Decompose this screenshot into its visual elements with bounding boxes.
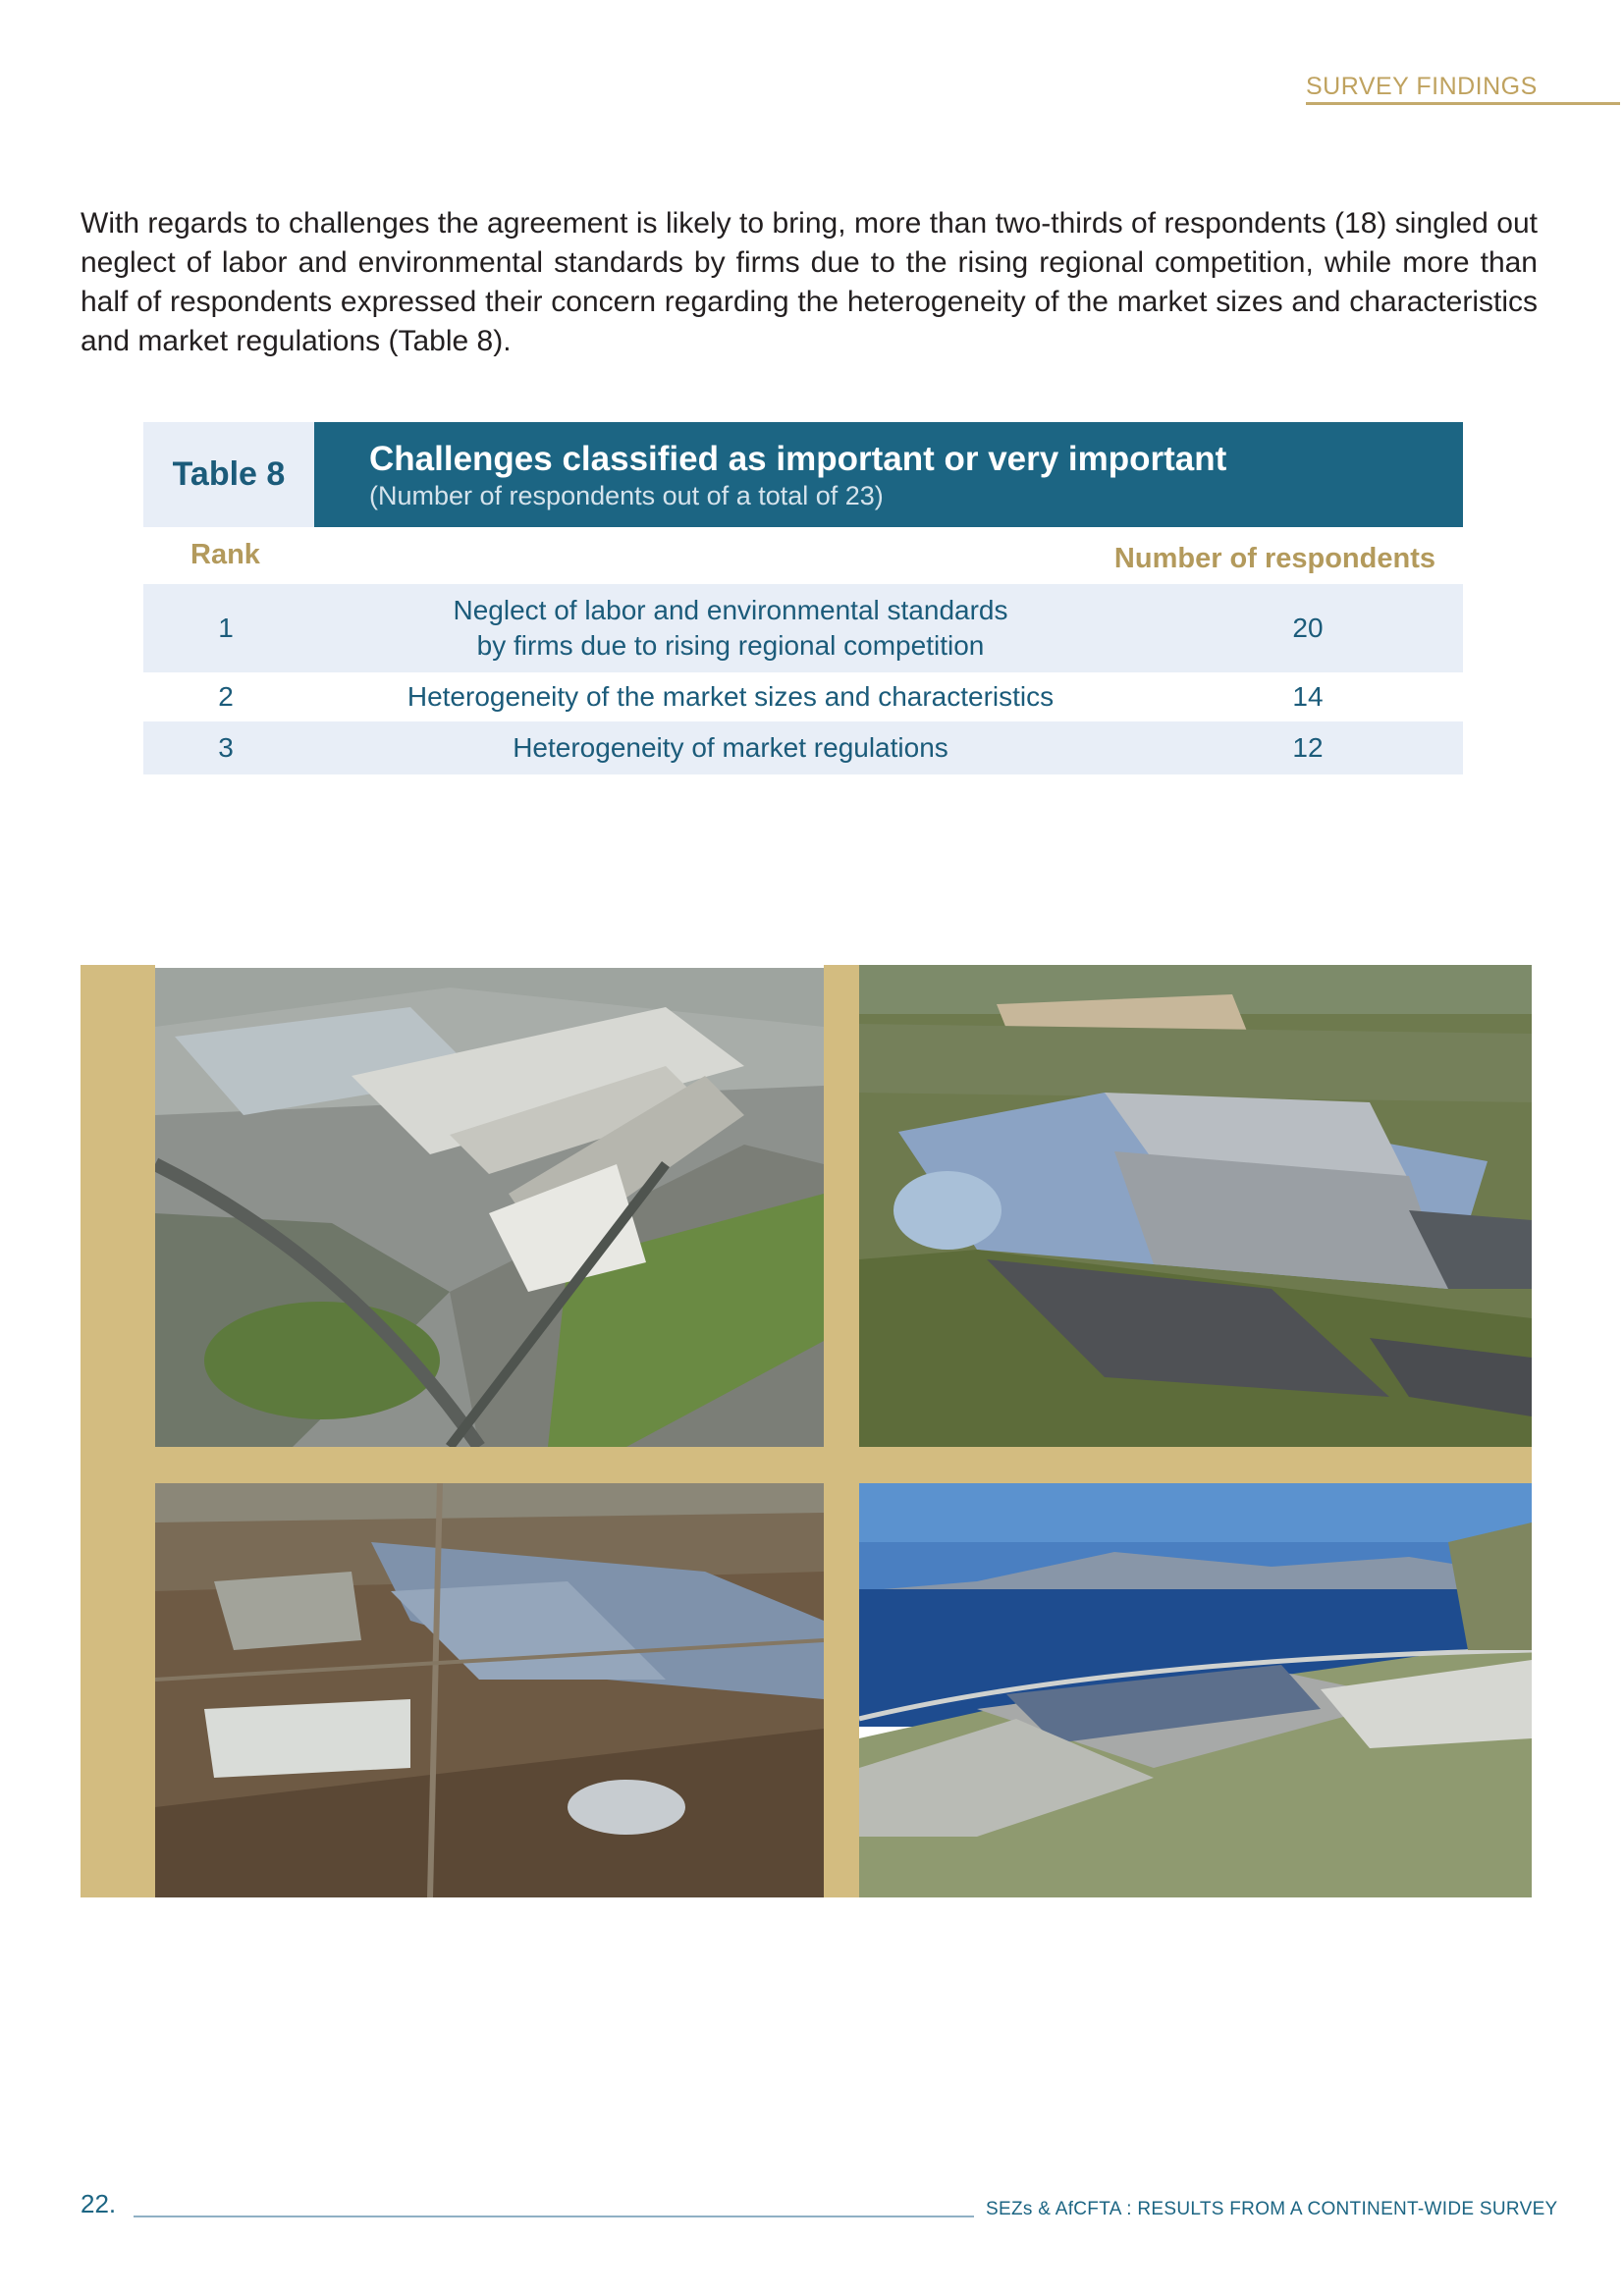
table-title: Challenges classified as important or very important [369, 439, 1227, 478]
table-title-box [314, 422, 1463, 527]
section-title: SURVEY FINDINGS [1306, 73, 1538, 100]
table-label: Table 8 [143, 422, 314, 527]
photo-collage [81, 965, 1532, 1897]
column-header-respondents: Number of respondents [1113, 543, 1435, 574]
row-description: Heterogeneity of market regulations [513, 732, 948, 763]
row-rank: 1 [218, 613, 234, 643]
row-description-line: Neglect of labor and environmental standards [453, 595, 1008, 625]
table-subtitle: (Number of respondents out of a total of 23) [369, 480, 884, 510]
column-header-rank: Rank [190, 539, 260, 570]
page-number: 22. [81, 2189, 117, 2218]
row-respondents: 14 [1292, 681, 1324, 712]
table-row [143, 672, 1463, 721]
table-row [143, 721, 1463, 774]
aerial-industrial-building-photo [859, 965, 1532, 1447]
decorative-gold-strip [81, 965, 155, 1897]
row-description [308, 593, 1153, 664]
intro-paragraph: With regards to challenges the agreement is likely to bring, more than two-thirds of respondents (18) singled out neglect of labor and environmental standards by firms due to the rising regional competition, while more than half of respondents expressed their concern regarding the heterogeneity of the market sizes and characteristics and market regulations (Table 8). [81, 207, 1538, 357]
table-row [143, 584, 1463, 672]
row-description-line: by firms due to rising regional competition [476, 630, 985, 661]
aerial-port-container-terminal-photo [859, 1483, 1532, 1897]
row-description: Heterogeneity of the market sizes and characteristics [406, 681, 1055, 712]
table-8 [143, 422, 1463, 774]
footer-rule [134, 2216, 974, 2217]
table-column-headers [143, 527, 1463, 584]
table-header [143, 422, 1463, 527]
row-respondents: 20 [1292, 613, 1324, 643]
row-rank: 3 [218, 732, 234, 763]
row-rank: 2 [218, 681, 234, 712]
row-respondents: 12 [1292, 732, 1324, 763]
aerial-airport-terminal-photo [155, 968, 824, 1447]
footer-title: SEZs & AfCFTA : RESULTS FROM A CONTINENT-WIDE SURVEY [986, 2199, 1558, 2219]
decorative-gold-divider [824, 965, 859, 1897]
section-rule [1306, 102, 1620, 105]
aerial-industrial-zone-photo [155, 1483, 824, 1897]
